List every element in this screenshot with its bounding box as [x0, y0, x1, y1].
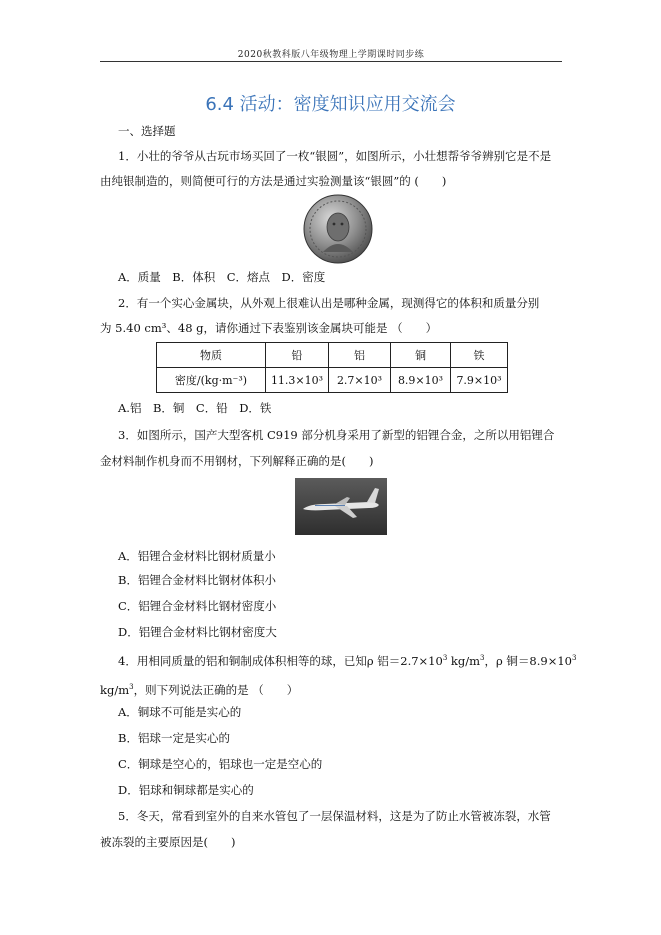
question-4-prompt: ，则下列说法正确的是 （ ）: [133, 682, 299, 697]
table-header-cell: 物质: [157, 343, 266, 368]
copper-density-symbol: ρ 铜: [496, 653, 518, 668]
question-1-options: A．质量 B．体积 C．熔点 D．密度: [118, 270, 326, 284]
table-cell: 7.9×10³: [451, 368, 508, 393]
question-4-stem: 4．用相同质量的铝和铜制成体积相等的球，已知: [118, 653, 367, 668]
header-divider: [100, 61, 562, 62]
airplane-image: [295, 478, 387, 535]
question-4-line-1: [118, 651, 576, 668]
question-2-options: A.铝 B．铜 C．铅 D．铁: [118, 401, 272, 415]
page-title: 6.4 活动：密度知识应用交流会: [205, 94, 456, 115]
copper-unit-exponent: 3: [129, 683, 134, 691]
question-3-option-d: D．铝锂合金材料比钢材密度大: [118, 625, 277, 639]
table-header-cell: 铜: [391, 343, 451, 368]
question-4-option-a: A．铜球不可能是实心的: [118, 705, 242, 719]
table-header-cell: 铝: [329, 343, 391, 368]
running-header: 2020秋教科版八年级物理上学期课时同步练: [237, 50, 425, 60]
question-4-line-2: [100, 680, 298, 697]
question-1-line-2: 由纯银制造的，则简便可行的方法是通过实验测量该“银圆”的 ( ): [100, 174, 447, 188]
table-header-cell: 铁: [451, 343, 508, 368]
separator: ，: [484, 653, 497, 668]
table-cell: 2.7×10³: [329, 368, 391, 393]
question-3-line-2: 金材料制作机身而不用钢材，下列解释正确的是( ): [100, 454, 374, 468]
copper-density-unit: kg/m: [100, 682, 130, 697]
aluminum-density-unit: kg/m: [447, 653, 481, 668]
question-5-line-2: 被冻裂的主要原因是( ): [100, 835, 236, 849]
table-header-cell: 铅: [266, 343, 329, 368]
section-heading: 一、选择题: [118, 124, 176, 138]
copper-density-value: ＝8.9×10: [517, 653, 572, 668]
table-row: [157, 368, 508, 393]
question-5-line-1: 5．冬天，常看到室外的自来水管包了一层保温材料，这是为了防止水管被冻裂，水管: [118, 809, 551, 823]
question-1-line-1: 1．小壮的爷爷从古玩市场买回了一枚“银圆”，如图所示，小壮想帮爷爷辨别它是不是: [118, 149, 552, 163]
question-4-option-d: D．铝球和铜球都是实心的: [118, 783, 254, 797]
question-3-option-b: B．铝锂合金材料比钢材体积小: [118, 573, 276, 587]
question-4-option-c: C．铜球是空心的，铝球也一定是空心的: [118, 757, 323, 771]
table-cell: 8.9×10³: [391, 368, 451, 393]
aluminum-density-exponent: 3: [442, 654, 448, 662]
aluminum-density-symbol: ρ 铝: [366, 653, 389, 668]
question-3-option-c: C．铝锂合金材料比钢材密度小: [118, 599, 277, 613]
table-cell: 11.3×10³: [266, 368, 329, 393]
question-4-option-b: B．铝球一定是实心的: [118, 731, 230, 745]
question-3-option-a: A．铝锂合金材料比钢材质量小: [118, 549, 276, 563]
density-table: [156, 342, 508, 393]
silver-coin-image: [303, 194, 373, 264]
question-2-line-2: 为 5.40 cm³、48 g，请你通过下表鉴别该金属块可能是 （ ）: [100, 321, 438, 335]
copper-density-exponent: 3: [572, 654, 577, 662]
aluminum-unit-exponent: 3: [480, 654, 485, 662]
table-row-label: 密度/(kg·m⁻³): [157, 368, 266, 393]
question-3-line-1: 3．如图所示，国产大型客机 C919 部分机身采用了新型的铝锂合金，之所以用铝锂合: [118, 428, 555, 442]
question-2-line-1: 2．有一个实心金属块，从外观上很难认出是哪种金属，现测得它的体积和质量分别: [118, 296, 540, 310]
table-header-row: [157, 343, 508, 368]
aluminum-density-value: ＝2.7×10: [388, 653, 443, 668]
